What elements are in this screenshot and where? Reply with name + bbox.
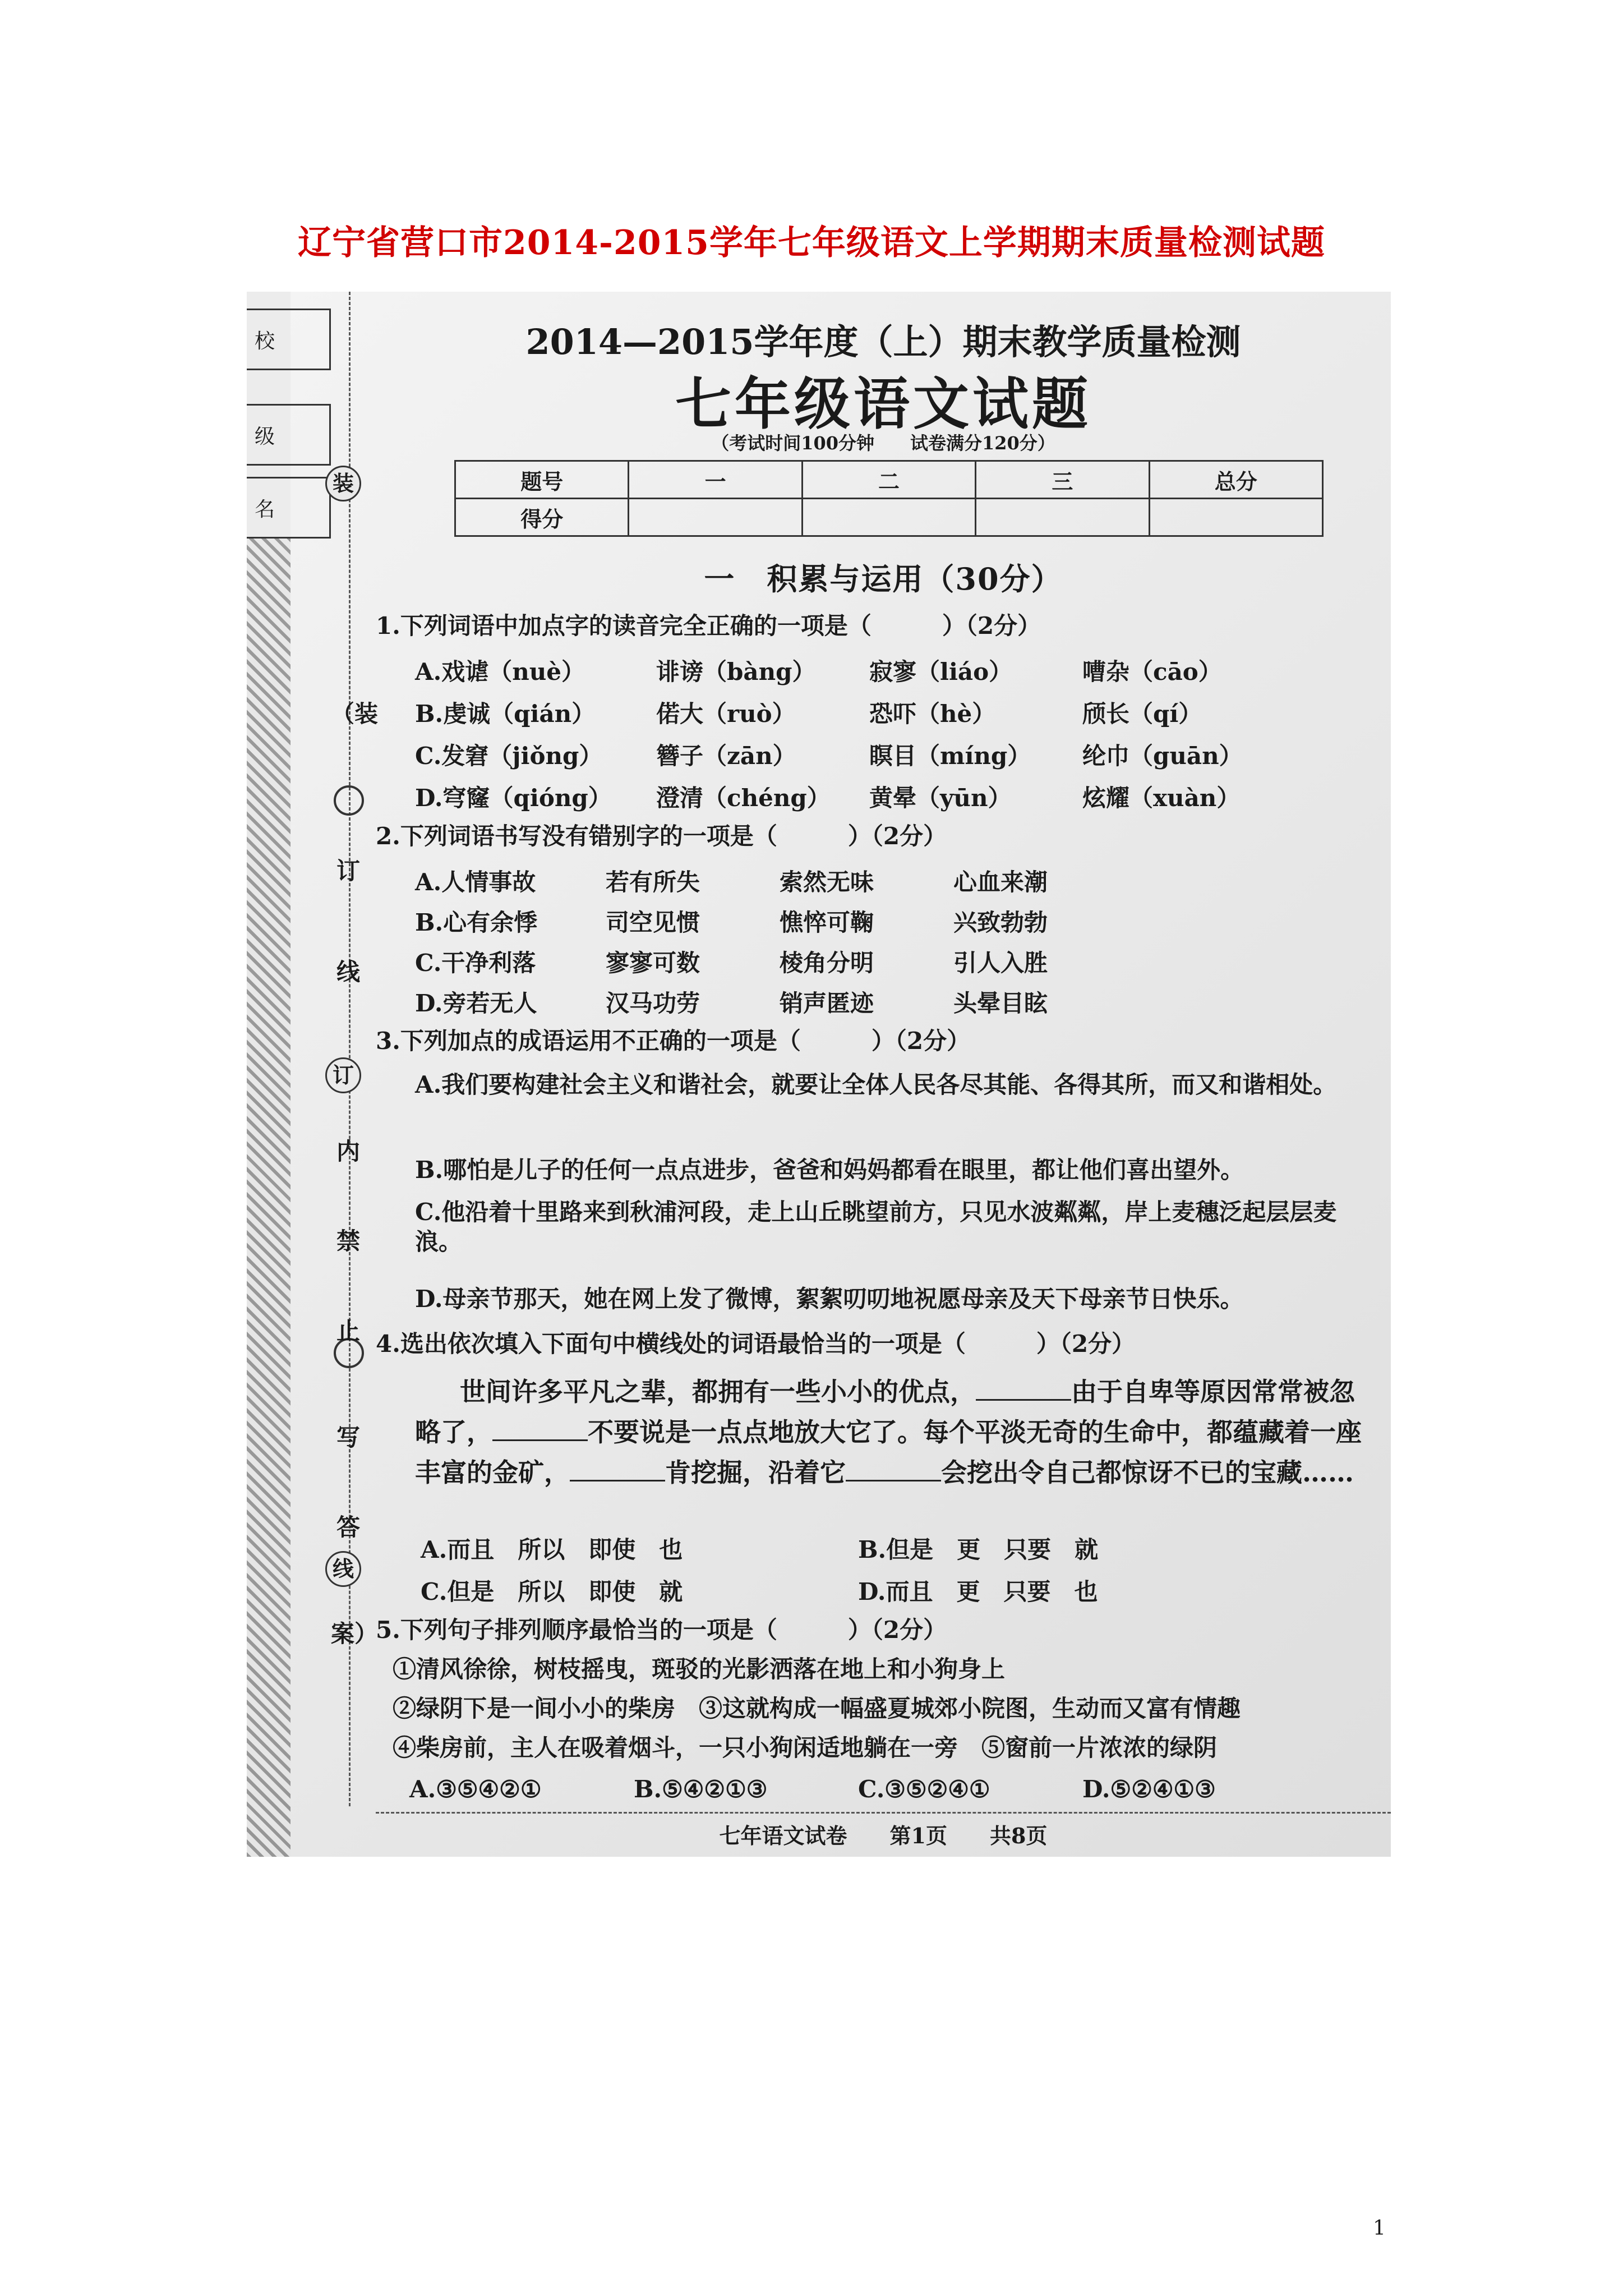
exam-header-line2: 七年级语文试题 xyxy=(675,371,1091,437)
q4-passage-text: 不要说是一点点地放大它了。每个平淡无奇的生命中，都蕴藏着一座丰富的金矿， xyxy=(415,1417,1362,1488)
score-table-cell: 题号 xyxy=(455,461,629,499)
vertical-note-7: 写 xyxy=(336,1424,360,1451)
q4-option: A.而且 所以 即使 也 xyxy=(421,1536,683,1563)
q4-blank-1[interactable] xyxy=(976,1377,1071,1401)
vertical-note-9: 案） xyxy=(331,1620,379,1648)
document-title: 辽宁省营口市2014-2015学年七年级语文上学期期末质量检测试题 xyxy=(298,223,1325,263)
q2-item: D.旁若无人 xyxy=(415,990,537,1017)
q2-option-row xyxy=(415,945,1391,978)
score-table-score-row xyxy=(455,499,1323,536)
score-table-cell: 得分 xyxy=(455,499,629,536)
q2-item: 若有所失 xyxy=(606,868,700,896)
q3-option-b: B.哪怕是儿子的任何一点点进步，爸爸和妈妈都看在眼里，都让他们喜出望外。 xyxy=(415,1156,1244,1184)
score-table xyxy=(454,460,1324,537)
score-blank-cell xyxy=(802,499,975,536)
q4-passage-text: 会挖出令自己都惊讶不已的宝藏…… xyxy=(941,1457,1354,1488)
q2-item: 司空见惯 xyxy=(606,909,700,936)
q4-option-row xyxy=(421,1573,1391,1607)
q5-option: A.③⑤④②① xyxy=(409,1775,542,1803)
q1-item: 寂寥（liáo） xyxy=(869,658,1013,685)
exam-page-footer: 七年语文试卷 第1页 共8页 xyxy=(719,1823,1048,1848)
q5-option-row xyxy=(409,1775,1385,1803)
seal-char-ding: 订 xyxy=(325,1057,361,1093)
q1-item: C.发窘（jiǒng） xyxy=(415,742,603,770)
exam-header-line1: 2014—2015学年度（上）期末教学质量检测 xyxy=(525,321,1241,362)
q4-blank-4[interactable] xyxy=(846,1457,941,1481)
seal-char-zhuang: 装 xyxy=(325,466,361,501)
exam-subheader: （考试时间100分钟 试卷满分120分） xyxy=(711,432,1055,454)
score-blank-cell xyxy=(1149,499,1322,536)
q1-item: B.虔诚（qián） xyxy=(415,700,596,728)
q4-blank-2[interactable] xyxy=(492,1417,588,1441)
q1-item: 瞑目（míng） xyxy=(869,742,1031,770)
q2-option-row xyxy=(415,985,1391,1019)
page-number: 1 xyxy=(1373,2217,1386,2240)
q4-passage-text: 肯挖掘，沿着它 xyxy=(665,1457,846,1488)
vertical-note-2: 订 xyxy=(336,857,360,885)
q5-option: C.③⑤②④① xyxy=(858,1775,990,1803)
q5-sentence: ④柴房前，主人在吸着烟斗，一只小狗闲适地躺在一旁 ⑤窗前一片浓浓的绿阴 xyxy=(393,1734,1218,1761)
scanned-exam-page xyxy=(247,292,1391,1857)
vertical-note-1: （装 xyxy=(331,700,379,728)
q1-item: 簪子（zān） xyxy=(656,742,796,770)
section-title: 一 积累与运用（30分） xyxy=(704,561,1063,597)
q2-item: 棱角分明 xyxy=(780,949,874,977)
q5-stem: 5.下列句子排列顺序最恰当的一项是（ ）（2分） xyxy=(376,1616,947,1644)
q1-item: 诽谤（bàng） xyxy=(656,658,816,685)
school-label: 校 xyxy=(247,309,331,370)
q1-item: A.戏谑（nuè） xyxy=(415,658,585,685)
q1-item: 偌大（ruò） xyxy=(656,700,796,728)
q2-item: 索然无味 xyxy=(780,868,874,896)
q5-option: D.⑤②④①③ xyxy=(1082,1775,1216,1803)
q2-item: C.干净利落 xyxy=(415,949,536,977)
score-table-header-row xyxy=(455,461,1323,499)
q4-blank-3[interactable] xyxy=(570,1457,665,1481)
vertical-note-8: 答 xyxy=(336,1513,360,1541)
q1-option-row xyxy=(415,654,1391,687)
q1-item: 黄晕（yūn） xyxy=(869,784,1012,812)
q2-item: A.人情事故 xyxy=(415,868,536,896)
vertical-note-5: 禁 xyxy=(336,1227,360,1255)
q2-item: 心血来潮 xyxy=(953,868,1048,896)
q1-stem: 1.下列词语中加点字的读音完全正确的一项是（ ）（2分） xyxy=(376,612,1041,639)
q2-item: 销声匿迹 xyxy=(780,990,874,1017)
q2-option-row xyxy=(415,904,1391,938)
q3-stem: 3.下列加点的成语运用不正确的一项是（ ）（2分） xyxy=(376,1027,971,1055)
q1-item: 炫耀（xuàn） xyxy=(1082,784,1241,812)
q4-passage-text: 世间许多平凡之辈，都拥有一些小小的优点， xyxy=(460,1377,976,1407)
q3-option-d: D.母亲节那天，她在网上发了微博，絮絮叨叨地祝愿母亲及天下母亲节日快乐。 xyxy=(415,1285,1244,1313)
q4-option-row xyxy=(421,1531,1391,1565)
q1-option-row xyxy=(415,738,1391,771)
seal-char-xian: 线 xyxy=(325,1551,361,1587)
vertical-note-4: 内 xyxy=(336,1138,360,1165)
binding-hole-1 xyxy=(334,785,364,816)
q2-item: 汉马功劳 xyxy=(606,990,700,1017)
q3-option-c: C.他沿着十里路来到秋浦河段，走上山丘眺望前方，只见水波粼粼，岸上麦穗泛起层层麦浪。 xyxy=(415,1198,1337,1255)
q1-item: 嘈杂（cāo） xyxy=(1082,658,1222,685)
q1-item: 恐吓（hè） xyxy=(869,700,996,728)
q1-item: 颀长（qí） xyxy=(1082,700,1202,728)
q4-stem: 4.选出依次填入下面句中横线处的词语最恰当的一项是（ ）（2分） xyxy=(376,1330,1136,1358)
q2-item: 兴致勃勃 xyxy=(953,909,1048,936)
class-label: 级 xyxy=(247,404,331,466)
q4-option: C.但是 所以 即使 就 xyxy=(421,1578,683,1605)
q2-item: 引人入胜 xyxy=(953,949,1048,977)
q2-stem: 2.下列词语书写没有错别字的一项是（ ）（2分） xyxy=(376,822,947,850)
q4-option: D.而且 更 只要 也 xyxy=(858,1578,1098,1605)
score-blank-cell xyxy=(976,499,1149,536)
q1-option-row xyxy=(415,696,1391,729)
q1-item: 纶巾（guān） xyxy=(1082,742,1243,770)
q1-item: 澄清（chéng） xyxy=(656,784,831,812)
vertical-note-3: 线 xyxy=(336,958,360,986)
q2-item: 憔悴可鞠 xyxy=(780,909,874,936)
vertical-note-6: 止 xyxy=(336,1317,360,1345)
score-table-cell: 三 xyxy=(976,461,1149,499)
score-blank-cell xyxy=(629,499,802,536)
q2-item: B.心有余悸 xyxy=(415,909,538,936)
q5-sentence: ①清风徐徐，树枝摇曳，斑驳的光影洒落在地上和小狗身上 xyxy=(393,1655,1006,1683)
q4-passage xyxy=(415,1372,1368,1493)
q2-item: 头晕目眩 xyxy=(953,990,1048,1017)
q2-option-row xyxy=(415,864,1391,898)
q4-option: B.但是 更 只要 就 xyxy=(858,1536,1099,1563)
score-table-cell: 一 xyxy=(629,461,802,499)
q1-option-row xyxy=(415,780,1391,813)
score-table-cell: 总分 xyxy=(1149,461,1322,499)
footer-divider xyxy=(376,1812,1391,1814)
q3-option-a: A.我们要构建社会主义和谐社会，就要让全体人民各尽其能、各得其所，而又和谐相处。 xyxy=(415,1071,1337,1098)
q5-sentence: ②绿阴下是一间小小的柴房 ③这就构成一幅盛夏城郊小院图，生动而又富有情趣 xyxy=(393,1695,1241,1722)
q4-passage-text: 由于自卑等原因常常被忽略了， xyxy=(415,1377,1355,1447)
q1-item: D.穹窿（qióng） xyxy=(415,784,612,812)
name-label: 名 xyxy=(247,477,331,539)
q5-option: B.⑤④②①③ xyxy=(634,1775,768,1803)
q2-item: 寥寥可数 xyxy=(606,949,700,977)
score-table-cell: 二 xyxy=(802,461,975,499)
